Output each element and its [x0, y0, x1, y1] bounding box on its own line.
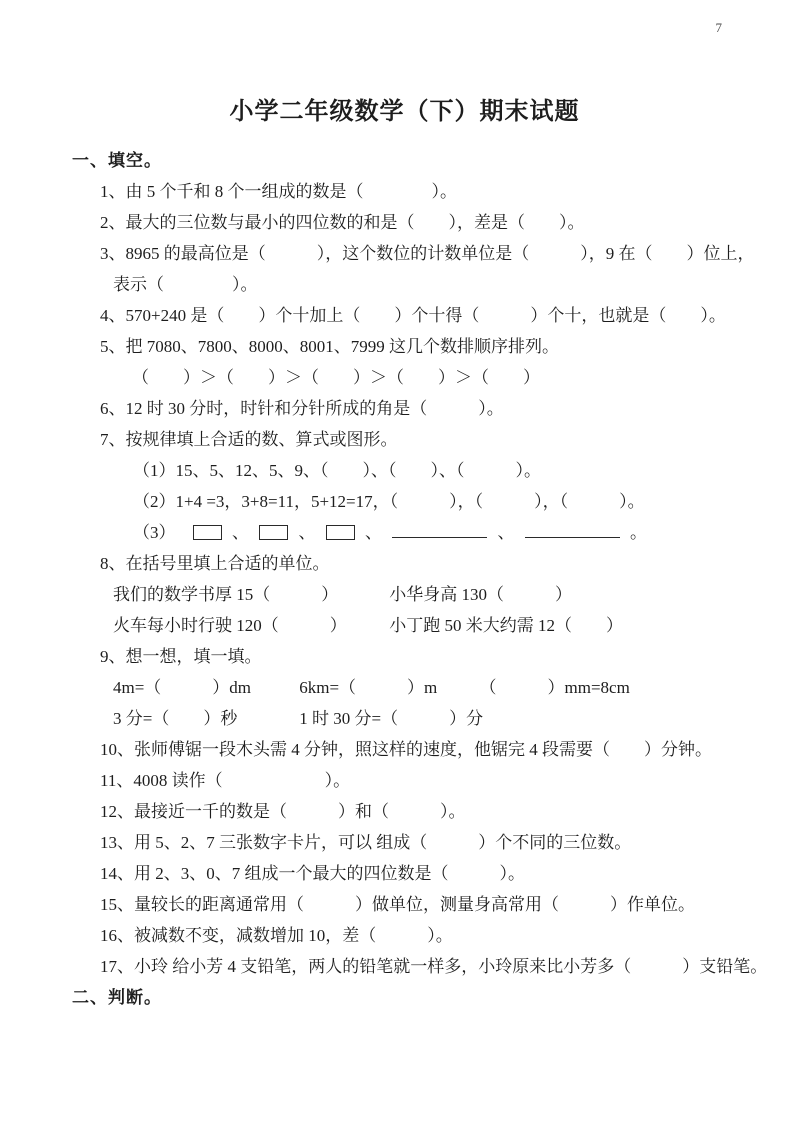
question-line-12: 12、最接近一千的数是（ ）和（ ）。	[100, 802, 466, 821]
question-line-16: 16、被减数不变，减数增加 10，差（ ）。	[100, 926, 453, 945]
pattern-rectangle-shape	[259, 525, 288, 540]
conversion-blank: 4m=（ ）dm	[113, 678, 252, 697]
blank-underline	[525, 524, 620, 538]
question-line-17: 17、小玲 给小芳 4 支铅笔，两人的铅笔就一样多，小玲原来比小芳多（ ）支铅笔。	[100, 957, 768, 976]
list-separator: 、	[365, 523, 382, 542]
conversion-blank: （ ）mm=8cm	[479, 678, 630, 697]
question-line-2: 2、最大的三位数与最小的四位数的和是（ ），差是（ ）。	[100, 213, 585, 232]
conversion-blank: 3 分=（ ）秒	[113, 709, 238, 728]
units-blank: 我们的数学书厚 15（ ）	[113, 585, 339, 604]
question-9-conversion-row-1	[72, 672, 737, 703]
question-line-13: 13、用 5、2、7 三张数字卡片，可以 组成（ ）个不同的三位数。	[100, 833, 632, 852]
question-line-5: 5、把 7080、7800、8000、8001、7999 这几个数排顺序排列。	[100, 337, 559, 356]
list-separator: 、	[497, 523, 515, 542]
question-line-14: 14、用 2、3、0、7 组成一个最大的四位数是（ ）。	[100, 864, 525, 883]
sentence-period: 。	[630, 523, 647, 542]
units-blank: 小华身高 130（ ）	[389, 585, 572, 604]
question-5-ordering-blanks: （ ）＞（ ）＞（ ）＞（ ）＞（ ）	[132, 368, 540, 387]
question-line-7: 7、按规律填上合适的数、算式或图形。	[100, 430, 398, 449]
question-line-4: 4、570+240 是（ ）个十加上（ ）个十得（ ）个十，也就是（ ）。	[100, 306, 726, 325]
question-9-conversion-row-2	[72, 703, 737, 734]
question-line-15: 15、量较长的距离通常用（ ）做单位，测量身高常用（ ）作单位。	[100, 895, 695, 914]
page-title: 小学二年级数学（下）期末试题	[229, 99, 580, 125]
conversion-blank: 1 时 30 分=（ ）分	[299, 709, 484, 728]
question-7-sub-3-pattern	[72, 517, 737, 548]
question-8-units-row-2	[72, 610, 737, 641]
question-line-3: 3、8965 的最高位是（ ），这个数位的计数单位是（ ），9 在（ ）位上，	[100, 244, 755, 263]
conversion-blank: 6km=（ ）m	[299, 678, 438, 697]
pattern-rectangle-shape	[326, 525, 355, 540]
question-7-sub-2: （2）1+4 =3，3+8=11，5+12=17，（ ），（ ），（ ）。	[133, 492, 645, 511]
pattern-rectangle-shape	[193, 525, 222, 540]
list-separator: 、	[298, 523, 316, 542]
page-number: 7	[715, 20, 722, 35]
question-line-1: 1、由 5 个千和 8 个一组成的数是（ ）。	[100, 182, 457, 201]
question-line-9: 9、想一想，填一填。	[100, 647, 262, 666]
section-heading-judge: 二、判断。	[72, 988, 162, 1007]
question-line-6: 6、12 时 30 分时，时针和分针所成的角是（ ）。	[100, 399, 504, 418]
question-line-8: 8、在括号里填上合适的单位。	[100, 554, 330, 573]
question-line-11: 11、4008 读作（ ）。	[100, 771, 351, 790]
section-heading-fill-blanks: 一、填空。	[72, 151, 162, 170]
question-line-10: 10、张师傅锯一段木头需 4 分钟，照这样的速度，他锯完 4 段需要（ ）分钟。	[100, 740, 712, 759]
question-3-continuation: 表示（ ）。	[113, 275, 258, 294]
question-7-sub-1: （1）15、5、12、5、9、（ ）、（ ）、（ ）。	[133, 461, 541, 480]
list-separator: 、	[232, 523, 249, 542]
units-blank: 小丁跑 50 米大约需 12（ ）	[389, 616, 623, 635]
sub-question-label: （3）	[133, 523, 176, 542]
units-blank: 火车每小时行驶 120（ ）	[113, 616, 347, 635]
blank-underline	[392, 524, 487, 538]
question-8-units-row-1	[72, 579, 737, 610]
